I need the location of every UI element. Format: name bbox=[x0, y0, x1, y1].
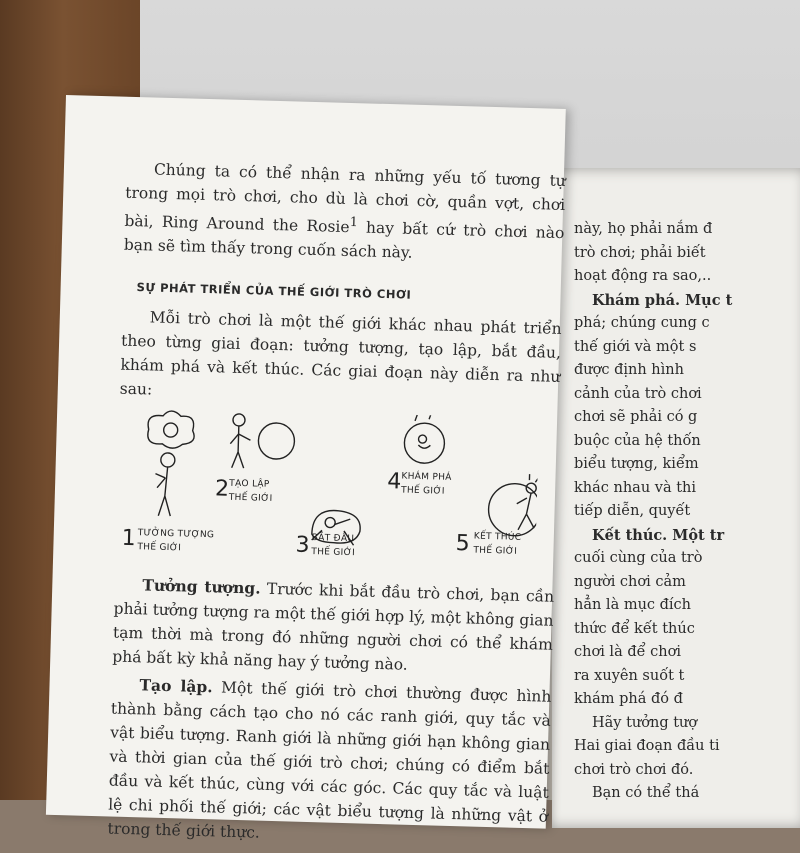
stage-label: THẾ GIỚI bbox=[400, 485, 445, 497]
create-term: Tạo lập. bbox=[139, 675, 213, 697]
right-page bbox=[552, 168, 800, 828]
right-line: Khám phá. Mục t bbox=[592, 291, 733, 309]
stage-label: THẾ GIỚI bbox=[137, 542, 182, 554]
stage-label: THẾ GIỚI bbox=[311, 547, 356, 559]
stages-paragraph: Mỗi trò chơi là một thế giới khác nhau phát triển theo từng giai đoạn: tưởng tượng, tạo lập, bắt đầu, khám phá và kết thúc. Các giai đoạn này diễn ra như sau: bbox=[119, 308, 562, 399]
right-line: Bạn có thể thá bbox=[592, 785, 700, 801]
right-line: khám phá đó đ bbox=[574, 691, 683, 707]
stage-label: KHÁM PHÁ bbox=[401, 471, 452, 484]
stage-label: THẾ GIỚI bbox=[228, 492, 273, 505]
imagine-term: Tưởng tượng. bbox=[142, 575, 261, 598]
end-world-icon bbox=[488, 483, 539, 536]
right-line: khác nhau và thi bbox=[574, 479, 697, 496]
intro-paragraph bbox=[124, 157, 567, 269]
stages-illustration bbox=[115, 407, 539, 569]
imagine-text: Trước khi bắt đầu trò chơi, bạn cần phải tưởng tượng ra một thế giới hợp lý, một không gian tạm thời mà trong đó những người chơi có thể khám phá bất kỳ khả năng hay ý tưởng nào. bbox=[112, 579, 555, 674]
right-line: này, họ phải nắm đ bbox=[574, 221, 713, 237]
right-line: thế giới và một s bbox=[574, 338, 697, 355]
right-line: thức để kết thúc bbox=[574, 620, 695, 637]
right-line: cảnh của trò chơi bbox=[574, 385, 702, 402]
stage-number: 2 bbox=[214, 476, 230, 502]
right-line: người chơi cảm bbox=[574, 573, 686, 590]
right-line: Hai giai đoạn đầu ti bbox=[574, 738, 720, 754]
footnote-marker: 1 bbox=[349, 214, 359, 231]
right-line: ra xuyên suốt t bbox=[574, 667, 685, 684]
right-line: biểu tượng, kiểm bbox=[574, 456, 699, 472]
right-line: chơi trò chơi đó. bbox=[574, 761, 694, 778]
stage-number: 4 bbox=[386, 469, 402, 495]
world-circle-icon bbox=[258, 423, 295, 460]
right-line: buộc của hệ thốn bbox=[574, 432, 701, 449]
left-page-text bbox=[107, 157, 566, 853]
stage-label: BẮT ĐẦU bbox=[311, 533, 355, 545]
intro-text-end: hay bất cứ trò chơi nào bạn sẽ tìm thấy trong cuốn sách này. bbox=[123, 218, 565, 262]
stage-label: KẾT THÚC bbox=[473, 531, 522, 544]
right-line: hoạt động ra sao,.. bbox=[574, 268, 712, 284]
right-line: chơi là để chơi bbox=[574, 644, 681, 660]
thought-bubble-icon bbox=[147, 411, 194, 449]
right-line: Hãy tưởng tượ bbox=[592, 714, 698, 731]
stage-label: THẾ GIỚI bbox=[473, 545, 518, 557]
right-line: Kết thúc. Một tr bbox=[592, 526, 725, 544]
stage-label: TƯỞNG TƯỢNG bbox=[137, 528, 215, 541]
stage-number: 1 bbox=[121, 525, 136, 552]
stage-number: 5 bbox=[455, 531, 470, 557]
right-page-text bbox=[574, 218, 800, 806]
right-line: cuối cùng của trò bbox=[574, 550, 703, 566]
right-line: trò chơi; phải biết bbox=[574, 244, 706, 261]
right-line: chơi sẽ phải có g bbox=[574, 409, 698, 425]
stage-label: TẠO LẬP bbox=[229, 478, 270, 490]
right-line: phá; chúng cung c bbox=[574, 315, 710, 331]
stage-number: 3 bbox=[295, 532, 310, 559]
right-line: hẳn là mục đích bbox=[574, 597, 692, 613]
create-text: Một thế giới trò chơi thường được hình thành bằng cách tạo cho nó các ranh giới, quy tắc và vật biểu tượng. Ranh giới là những giới hạn không gian và thời gian của thế giới trò chơi; chúng có điểm bắt đầu và kết thúc, cùng với các góc. Các quy tắc và luật lệ chi phối thế giới; các vật biểu tượng là những vật ở trong thế giới thực. bbox=[107, 678, 552, 842]
head-icon bbox=[161, 453, 175, 467]
create-paragraph bbox=[107, 673, 552, 853]
stages-drawing bbox=[115, 407, 539, 569]
left-page bbox=[46, 95, 567, 842]
imagine-paragraph bbox=[112, 573, 555, 681]
intro-text: Chúng ta có thể nhận ra những yếu tố tương tự trong mọi trò chơi, cho dù là chơi cờ, quần vợt, chơi bài, Ring Around the Rosie bbox=[124, 160, 567, 237]
right-line: tiếp diễn, quyết bbox=[574, 503, 691, 519]
right-line: được định hình bbox=[574, 362, 684, 378]
section-heading: SỰ PHÁT TRIỂN CỦA THẾ GIỚI TRÒ CHƠI bbox=[136, 280, 412, 302]
globe-icon bbox=[163, 423, 177, 437]
